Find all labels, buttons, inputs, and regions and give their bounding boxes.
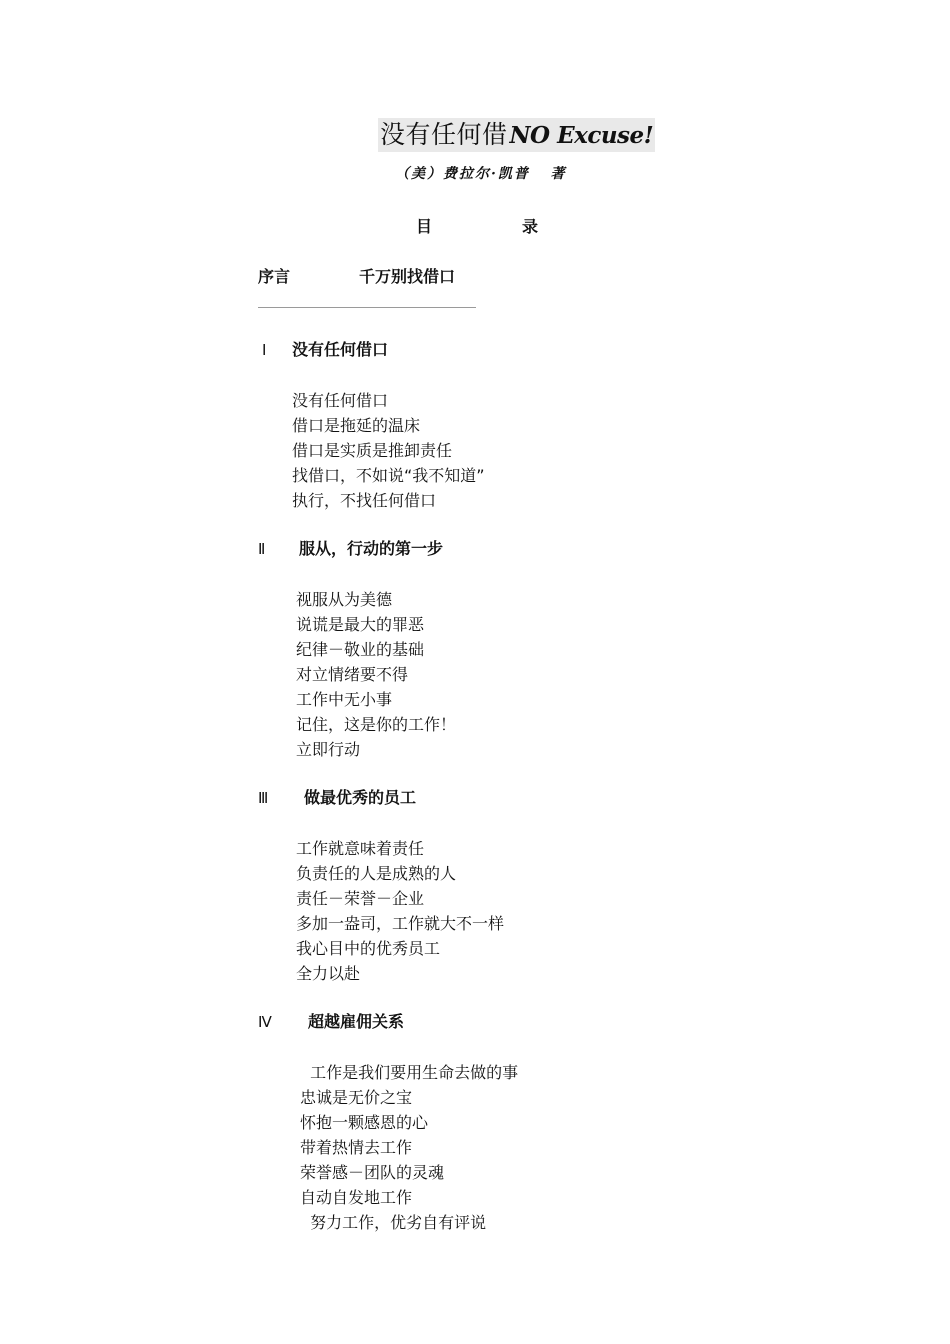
chapter-numeral: Ⅰ [262,341,267,359]
chapter-title: 没有任何借口 [292,340,389,359]
chapter-heading [258,786,504,810]
list-item: 工作是我们要用生命去做的事 [300,1063,519,1082]
list-item: 纪律－敬业的基础 [296,640,425,659]
list-item: 负责任的人是成熟的人 [296,864,457,883]
chapter-1 [258,338,485,529]
chapter-item-list [300,1060,518,1235]
list-item: 记住，这是你的工作！ [296,715,457,734]
list-item: 全力以赴 [296,964,361,983]
divider-line [258,307,476,308]
chapter-3 [258,786,504,1002]
list-item: 借口是拖延的温床 [292,416,421,435]
list-item: 忠诚是无价之宝 [300,1088,413,1107]
chapter-heading [258,338,485,362]
list-item: 荣誉感－团队的灵魂 [300,1163,445,1182]
list-item: 说谎是最大的罪恶 [296,615,425,634]
list-item: 自动自发地工作 [300,1188,413,1207]
preface-entry [258,264,455,287]
book-title-chinese: 没有任何借 [380,120,508,149]
toc-heading-left: 目 [416,217,433,236]
list-item: 没有任何借口 [292,391,389,410]
toc-heading [416,214,538,237]
chapter-4 [258,1010,518,1251]
list-item: 多加一盎司，工作就大不一样 [296,914,505,933]
chapter-heading [258,1010,518,1034]
chapter-numeral: Ⅱ [258,540,266,558]
list-item: 立即行动 [296,740,361,759]
list-item: 我心目中的优秀员工 [296,939,441,958]
chapter-item-list [292,388,485,513]
chapter-item-list [296,587,456,762]
chapter-numeral: Ⅳ [258,1013,272,1031]
author-line: （美）费拉尔·凯普 著 [395,166,567,182]
book-title-english: NO Excuse! [509,122,654,149]
preface-label: 序言 [258,267,291,286]
list-item: 视服从为美德 [296,590,393,609]
chapter-title: 做最优秀的员工 [304,788,417,807]
list-item: 工作就意味着责任 [296,839,425,858]
list-item: 带着热情去工作 [300,1138,413,1157]
chapter-item-list [296,836,504,986]
list-item: 怀抱一颗感恩的心 [300,1113,429,1132]
preface-title: 千万别找借口 [359,267,456,286]
chapter-2 [258,537,456,778]
chapter-heading [258,537,456,561]
list-item: 责任－荣誉－企业 [296,889,425,908]
list-item: 执行，不找任何借口 [292,491,437,510]
list-item: 找借口，不如说“我不知道” [292,466,485,485]
chapter-title: 服从，行动的第一步 [299,539,444,558]
toc-heading-right: 录 [521,217,538,236]
chapter-numeral: Ⅲ [258,789,269,807]
chapter-title: 超越雇佣关系 [308,1012,405,1031]
list-item: 努力工作，优劣自有评说 [300,1213,487,1232]
book-title [378,118,655,152]
list-item: 对立情绪要不得 [296,665,409,684]
list-item: 借口是实质是推卸责任 [292,441,453,460]
list-item: 工作中无小事 [296,690,393,709]
